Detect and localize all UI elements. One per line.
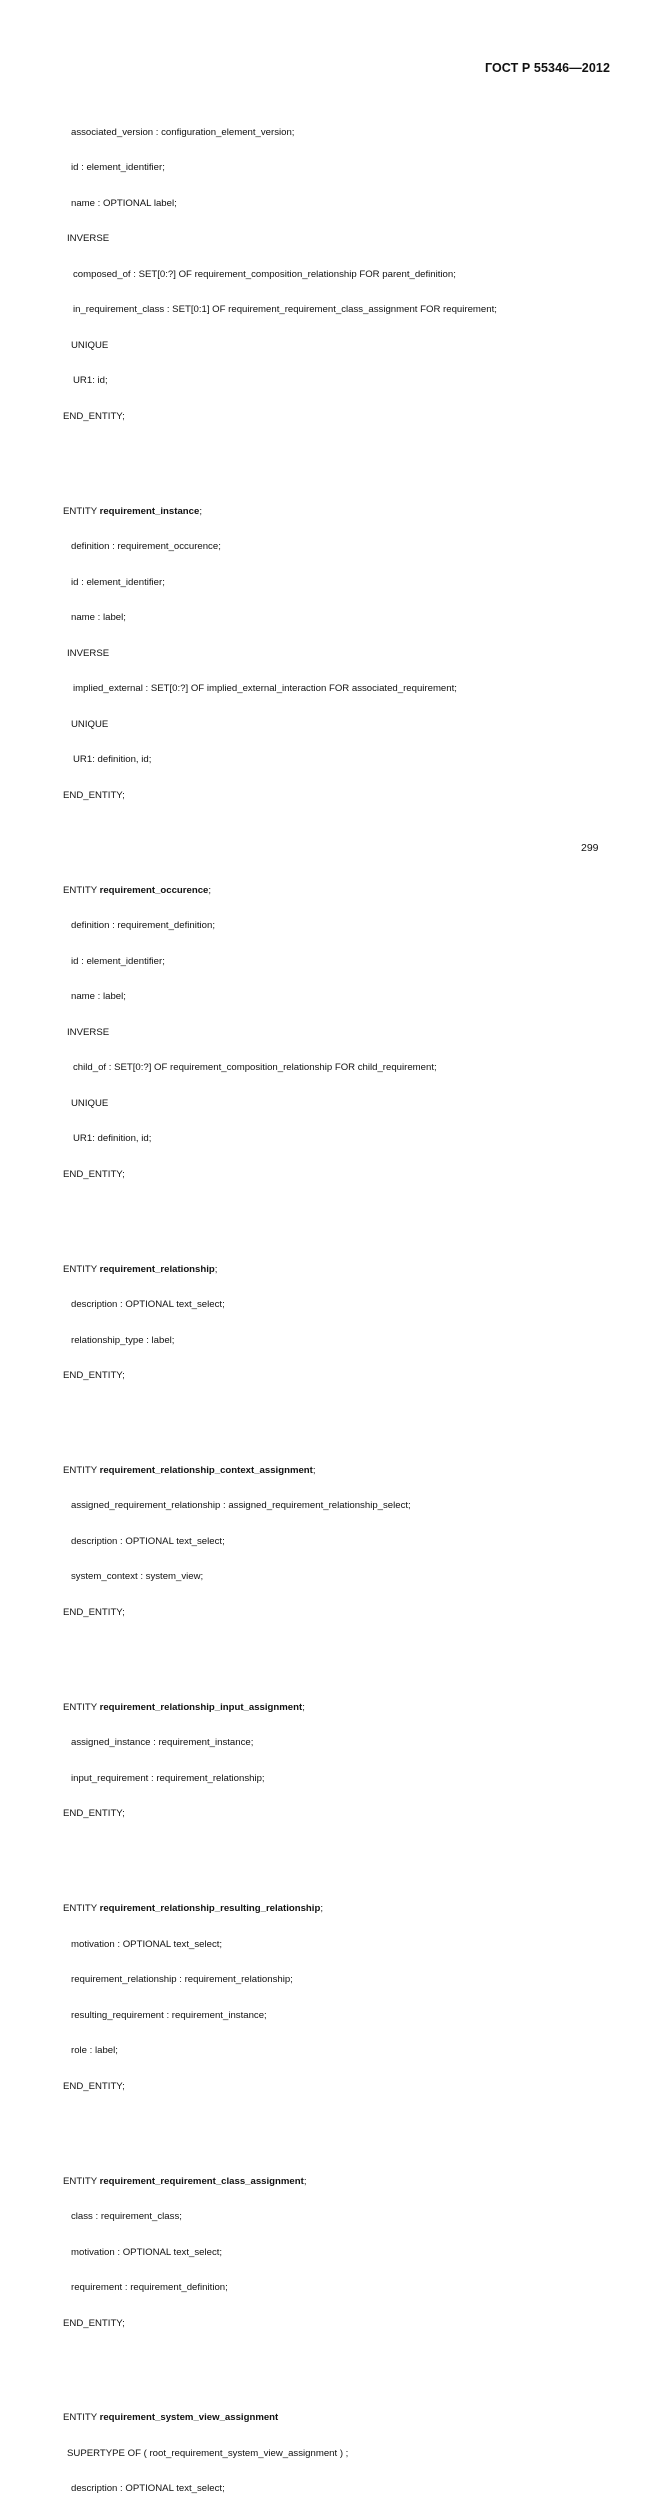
unique-rule: UR1: id;: [73, 375, 108, 387]
attribute-line: id : element_identifier;: [71, 955, 165, 967]
inverse-keyword: INVERSE: [67, 647, 110, 659]
inverse-line: implied_external : SET[0:?] OF implied_external_interaction FOR associated_requirement;: [73, 683, 457, 695]
inverse-keyword: INVERSE: [67, 233, 110, 245]
attribute-line: input_requirement : requirement_relationship;: [71, 1772, 265, 1784]
attribute-line: id : element_identifier;: [71, 162, 165, 174]
end-entity: END_ENTITY;: [63, 410, 125, 422]
entity-declaration: ENTITY requirement_requirement_class_assignment;: [63, 2175, 307, 2187]
end-entity: END_ENTITY;: [63, 1168, 125, 1180]
attribute-line: name : label;: [71, 612, 126, 624]
unique-rule: UR1: definition, id;: [73, 1133, 152, 1145]
entity-name: requirement_relationship_context_assignment: [99, 1464, 313, 1476]
attribute-line: class : requirement_class;: [71, 2211, 182, 2223]
attribute-line: associated_version : configuration_element_version;: [71, 126, 295, 138]
end-entity: END_ENTITY;: [63, 1370, 125, 1382]
end-entity: END_ENTITY;: [63, 2080, 125, 2092]
entity-declaration: ENTITY requirement_system_view_assignment: [63, 2412, 279, 2424]
page-number: 299: [581, 842, 599, 854]
attribute-line: assigned_requirement_relationship : assigned_requirement_relationship_select;: [71, 1500, 411, 1512]
attribute-line: definition : requirement_occurence;: [71, 541, 221, 553]
end-entity: END_ENTITY;: [63, 2317, 125, 2329]
entity-name: requirement_instance: [99, 505, 200, 517]
attribute-line: requirement : requirement_definition;: [71, 2282, 228, 2294]
end-entity: END_ENTITY;: [63, 1607, 125, 1618]
entity-declaration: ENTITY requirement_relationship_input_assignment;: [63, 1701, 305, 1713]
attribute-line: description : OPTIONAL text_select;: [71, 1535, 225, 1547]
entity-name: requirement_relationship_input_assignment: [99, 1701, 303, 1713]
attribute-line: motivation : OPTIONAL text_select;: [71, 2246, 223, 2258]
attribute-line: motivation : OPTIONAL text_select;: [71, 1938, 223, 1950]
attribute-line: id : element_identifier;: [71, 576, 165, 588]
standard-header: ГОСТ Р 55346—2012: [484, 61, 610, 75]
entity-declaration: ENTITY requirement_relationship_resulting_relationship;: [63, 1903, 323, 1915]
express-schema-listing: [63, 91, 497, 2507]
entity-declaration: ENTITY requirement_occurence;: [63, 884, 212, 896]
entity-name: requirement_relationship_resulting_relationship: [99, 1903, 321, 1915]
attribute-line: role : label;: [71, 2045, 118, 2057]
inverse-line: in_requirement_class : SET[0:1] OF requirement_requirement_class_assignment FOR requirement;: [73, 304, 497, 316]
entity-name: requirement_system_view_assignment: [99, 2412, 279, 2424]
attribute-line: requirement_relationship : requirement_relationship;: [71, 1974, 293, 1986]
end-entity: END_ENTITY;: [63, 789, 125, 801]
unique-keyword: UNIQUE: [71, 1097, 109, 1109]
entity-name: requirement_requirement_class_assignment: [99, 2175, 304, 2187]
end-entity: END_ENTITY;: [63, 1808, 125, 1820]
attribute-line: system_context : system_view;: [71, 1571, 204, 1583]
inverse-line: child_of : SET[0:?] OF requirement_composition_relationship FOR child_requirement;: [73, 1062, 437, 1074]
entity-declaration: ENTITY requirement_instance;: [63, 505, 202, 517]
inverse-keyword: INVERSE: [67, 1026, 110, 1038]
entity-declaration: ENTITY requirement_relationship_context_assignment;: [63, 1464, 316, 1476]
unique-keyword: UNIQUE: [71, 339, 109, 351]
entity-name: requirement_occurence: [99, 884, 209, 896]
entity-name: requirement_relationship: [99, 1263, 215, 1275]
attribute-line: assigned_instance : requirement_instance;: [71, 1737, 254, 1749]
entity-declaration: ENTITY requirement_relationship;: [63, 1263, 218, 1275]
supertype-clause: SUPERTYPE OF ( root_requirement_system_view_assignment ) ;: [67, 2447, 349, 2459]
attribute-line: name : label;: [71, 991, 126, 1003]
unique-keyword: UNIQUE: [71, 718, 109, 730]
inverse-line: composed_of : SET[0:?] OF requirement_composition_relationship FOR parent_definition;: [73, 268, 456, 280]
attribute-line: relationship_type : label;: [71, 1334, 175, 1346]
attribute-line: description : OPTIONAL text_select;: [71, 1299, 225, 1311]
attribute-line: description : OPTIONAL text_select;: [71, 2483, 225, 2495]
attribute-line: name : OPTIONAL label;: [71, 197, 177, 209]
unique-rule: UR1: definition, id;: [73, 754, 152, 766]
attribute-line: resulting_requirement : requirement_instance;: [71, 2009, 267, 2021]
attribute-line: definition : requirement_definition;: [71, 920, 215, 932]
